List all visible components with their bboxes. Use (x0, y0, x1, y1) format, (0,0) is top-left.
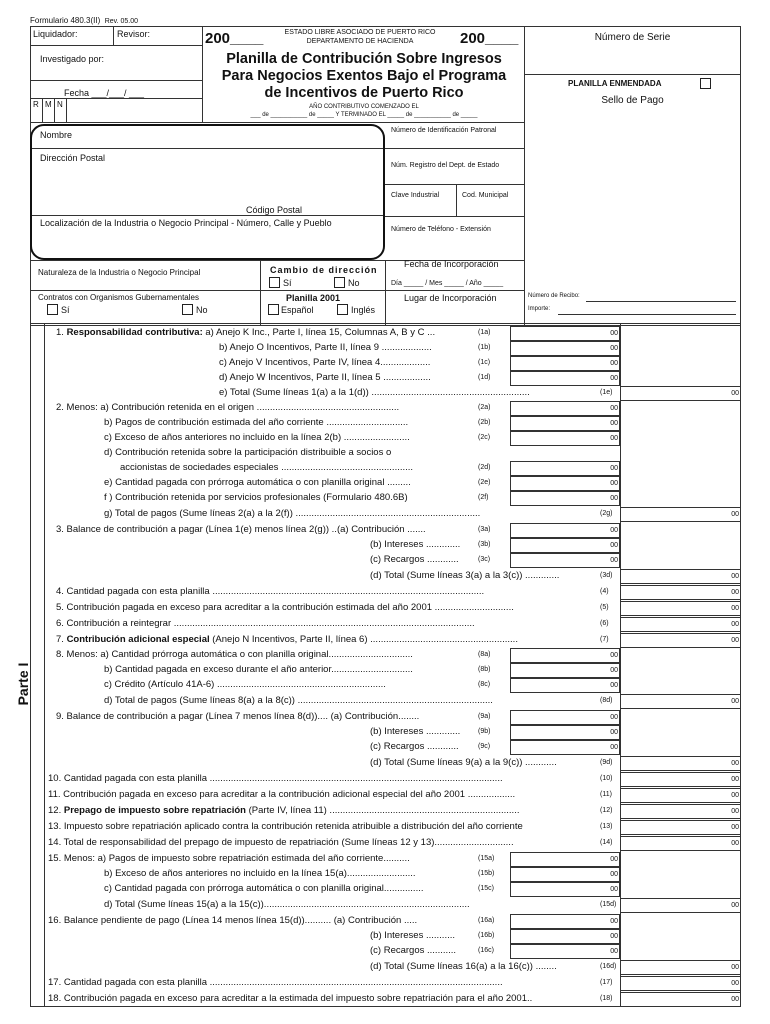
amount-field[interactable] (620, 976, 741, 991)
cents-label: 00 (731, 964, 739, 971)
line-code: (4) (600, 588, 609, 595)
amount-field[interactable] (510, 944, 620, 959)
telefono-label: Número de Teléfono - Extensión (391, 226, 491, 233)
line-code: (1e) (600, 389, 613, 396)
name-address-box (30, 124, 385, 260)
cents-label: 00 (610, 918, 618, 925)
line-code: (8b) (478, 666, 491, 673)
line-code: (2f) (478, 494, 489, 501)
amount-field[interactable] (510, 461, 620, 476)
cents-label: 00 (610, 729, 618, 736)
line-text: 7. Contribución adicional especial (Anejo N Incentivos, Parte II, línea 6) ........................................................ (56, 634, 518, 645)
line-text: c) Anejo V Incentivos, Parte IV, línea 4................... (219, 357, 431, 368)
line-text: (d) Total (Sume líneas 3(a) a la 3(c)) ............. (370, 570, 560, 581)
amount-field[interactable] (510, 648, 620, 663)
sello-pago-label: Sello de Pago (601, 95, 664, 106)
amount-field[interactable] (620, 386, 741, 401)
cents-label: 00 (731, 605, 739, 612)
cents-label: 00 (610, 420, 618, 427)
cents-label: 00 (610, 652, 618, 659)
amount-field[interactable] (620, 836, 741, 851)
form-title: Planilla de Contribución Sobre Ingresos Para Negocios Exentos Bajo el Programa de Incentivos de Puerto Rico (221, 51, 507, 101)
line-code: (1d) (478, 374, 491, 381)
line-text: 5. Contribución pagada en exceso para acreditar a la contribución estimada del año 2001 .............................. (56, 602, 514, 613)
cambio-si-checkbox[interactable] (269, 277, 280, 288)
cents-label: 00 (731, 760, 739, 767)
line-text: (c) Recargos ........... (370, 945, 457, 956)
line-code: (2g) (600, 510, 613, 517)
line-code: (2d) (478, 464, 491, 471)
amount-field[interactable] (620, 601, 741, 616)
line-text: (d) Total (Sume líneas 9(a) a la 9(c)) ............ (370, 757, 557, 768)
revisor-label: Revisor: (117, 29, 151, 39)
line-text: 18. Contribución pagada en exceso para acreditar a la estimada del impuesto sobre repatriación para el año 2001.. (48, 993, 533, 1004)
line-code: (18) (600, 995, 613, 1002)
line-text: 3. Balance de contribución a pagar (Línea 1(e) menos línea 2(g)) ..(a) Contribución ....... (56, 524, 426, 535)
line-code: (8a) (478, 651, 491, 658)
line-code: (7) (600, 636, 609, 643)
cents-label: 00 (610, 714, 618, 721)
line-text: (b) Intereses ............. (370, 726, 461, 737)
line-code: (13) (600, 823, 613, 830)
amount-field[interactable] (620, 694, 741, 709)
line-code: (6) (600, 620, 609, 627)
cents-label: 00 (610, 667, 618, 674)
line-text: b) Pagos de contribución estimada del año corriente ............................... (104, 417, 409, 428)
line-code: (3b) (478, 541, 491, 548)
cents-label: 00 (610, 948, 618, 955)
cents-label: 00 (610, 856, 618, 863)
line-text: 6. Contribución a reintegrar .................................................................................................................. (56, 618, 475, 629)
line-text: (b) Intereses ........... (370, 930, 455, 941)
line-code: (2e) (478, 479, 491, 486)
fecha-incorporacion-label: Fecha de Incorporación (404, 259, 499, 269)
investigado-label: Investigado por: (40, 54, 105, 64)
line-code: (15d) (600, 901, 617, 908)
line-text: 16. Balance pendiente de pago (Línea 14 menos línea 15(d)).......... (a) Contribución ..... (48, 915, 418, 926)
line-text: g) Total de pagos (Sume líneas 2(a) a la 2(f)) ...................................................................... (104, 508, 481, 519)
ingles-label: Inglés (351, 305, 376, 315)
line-code: (12) (600, 807, 613, 814)
line-code: (11) (600, 791, 612, 798)
line-code: (2b) (478, 419, 491, 426)
line-text: f ) Contribución retenida por servicios profesionales (Formulario 480.6B) (104, 492, 408, 503)
amount-field[interactable] (510, 710, 620, 725)
dia-mes-ano-field: Día _____ / Mes _____ / Año _____ (391, 280, 504, 287)
cambio-si-label: Sí (283, 278, 292, 288)
importe-label: Importe: (528, 306, 551, 312)
line-text: 2. Menos: a) Contribución retenida en el origen ...................................................... (56, 402, 400, 413)
lugar-incorporacion-label: Lugar de Incorporación (404, 293, 497, 303)
codigo-postal-label: Código Postal (246, 205, 303, 215)
cents-label: 00 (610, 495, 618, 502)
line-code: (16a) (478, 917, 495, 924)
amount-field[interactable] (510, 491, 620, 506)
line-text: c) Cantidad pagada con prórroga automática o con planilla original............... (104, 883, 424, 894)
amount-field[interactable] (620, 569, 741, 584)
line-text: e) Cantidad pagada con prórroga automática o con planilla original ......... (104, 477, 411, 488)
amount-field[interactable] (620, 820, 741, 835)
line-text: c) Exceso de años anteriores no incluido en la línea 2(b) ......................... (104, 432, 410, 443)
m-label: M (45, 100, 52, 109)
cents-label: 00 (731, 573, 739, 580)
espanol-label: Español (281, 305, 314, 315)
line-code: (3d) (600, 572, 613, 579)
cents-label: 00 (610, 527, 618, 534)
cents-label: 00 (731, 776, 739, 783)
line-code: (9c) (478, 743, 491, 750)
line-text: b) Anejo O Incentivos, Parte II, línea 9 ................... (219, 342, 432, 353)
amount-field[interactable] (510, 740, 620, 755)
line-text: 9. Balance de contribución a pagar (Línea 7 menos línea 8(d)).... (a) Contribución........ (56, 711, 420, 722)
amount-field[interactable] (510, 416, 620, 431)
localizacion-label: Localización de la Industria o Negocio Principal - Número, Calle y Pueblo (40, 218, 332, 228)
cents-label: 00 (610, 375, 618, 382)
cents-label: 00 (731, 808, 739, 815)
espanol-checkbox[interactable] (268, 304, 279, 315)
planilla-enmendada-label: PLANILLA ENMENDADA (568, 79, 662, 88)
cents-label: 00 (731, 980, 739, 987)
ingles-checkbox[interactable] (337, 304, 348, 315)
contratos-si-checkbox[interactable] (47, 304, 58, 315)
line-text: d) Total de pagos (Sume líneas 8(a) a la 8(c)) .......................................................................... (104, 695, 493, 706)
cents-label: 00 (610, 360, 618, 367)
amount-field[interactable] (510, 401, 620, 416)
line-code: (1a) (478, 329, 491, 336)
cents-label: 00 (610, 933, 618, 940)
cents-label: 00 (610, 682, 618, 689)
cents-label: 00 (731, 902, 739, 909)
amount-field[interactable] (510, 431, 620, 446)
amount-field[interactable] (620, 617, 741, 632)
line-text: (b) Intereses ............. (370, 539, 461, 550)
line-code: (9d) (600, 759, 613, 766)
line-code: (14) (600, 839, 613, 846)
cents-label: 00 (610, 886, 618, 893)
amount-field[interactable] (510, 914, 620, 929)
line-code: (15b) (478, 870, 495, 877)
cents-label: 00 (731, 996, 739, 1003)
line-text: 4. Cantidad pagada con esta planilla ....................................................................................................... (56, 586, 485, 597)
line-text: 10. Cantidad pagada con esta planilla ............................................................................................................... (48, 773, 503, 784)
line-code: (1b) (478, 344, 491, 351)
cambio-no-label: No (348, 278, 360, 288)
amount-field[interactable] (510, 678, 620, 693)
form-id: Formulario 480.3(II) Rev. 05.00 (30, 16, 139, 25)
cents-label: 00 (610, 557, 618, 564)
line-code: (15c) (478, 885, 494, 892)
amount-field[interactable] (510, 476, 620, 491)
line-text: (c) Recargos ............ (370, 741, 459, 752)
line-code: (15a) (478, 855, 495, 862)
amount-field[interactable] (510, 852, 620, 867)
line-text: b) Exceso de años anteriores no incluido en la línea 15(a).......................... (104, 868, 416, 879)
amount-field[interactable] (620, 585, 741, 600)
agency-heading: ESTADO LIBRE ASOCIADO DE PUERTO RICO DEPARTAMENTO DE HACIENDA (284, 29, 436, 45)
cents-label: 00 (731, 390, 739, 397)
cod-municipal-label: Cod. Municipal (462, 192, 509, 199)
cambio-direccion-label: Cambio de dirección (270, 265, 378, 275)
line-text: 1. Responsabilidad contributiva: a) Anejo K Inc., Parte I, línea 15, Columnas A, B y C ... (56, 327, 436, 338)
amount-field[interactable] (510, 538, 620, 553)
amount-field[interactable] (620, 772, 741, 787)
line-text: d) Contribución retenida sobre la participación distribuible a socios o (104, 447, 392, 458)
n-label: N (57, 100, 63, 109)
planilla-2001-label: Planilla 2001 (286, 293, 341, 303)
fecha-field: Fecha ___/___/ ___ (64, 88, 145, 98)
direccion-label: Dirección Postal (40, 153, 106, 163)
amount-field[interactable] (620, 960, 741, 975)
amount-field[interactable] (620, 507, 741, 522)
cambio-no-checkbox[interactable] (334, 277, 345, 288)
amount-field[interactable] (510, 356, 620, 371)
amount-field[interactable] (620, 804, 741, 819)
contrib-year-label: AÑO CONTRIBUTIVO COMENZADO EL (309, 104, 419, 110)
amount-field[interactable] (620, 756, 741, 771)
line-text: d) Anejo W Incentivos, Parte II, línea 5 .................. (219, 372, 431, 383)
amount-field[interactable] (510, 929, 620, 944)
line-code: (2a) (478, 404, 491, 411)
naturaleza-label: Naturaleza de la Industria o Negocio Principal (38, 268, 201, 277)
line-code: (9b) (478, 728, 491, 735)
period-line: ___ de ___________ de _____ Y TERMINADO EL _____ de ___________ de _____ (250, 112, 478, 118)
amount-field[interactable] (510, 553, 620, 568)
cents-label: 00 (731, 698, 739, 705)
line-code: (8d) (600, 697, 613, 704)
amount-field[interactable] (510, 341, 620, 356)
line-text: 15. Menos: a) Pagos de impuesto sobre repatriación estimada del año corriente.......... (48, 853, 410, 864)
line-code: (17) (600, 979, 613, 986)
cents-label: 00 (610, 405, 618, 412)
line-text: 14. Total de responsabilidad del prepago de impuesto de repatriación (Sume líneas 12 y 13).............................. (48, 837, 514, 848)
amount-field[interactable] (510, 725, 620, 740)
amount-field[interactable] (510, 371, 620, 386)
contratos-si-label: Sí (61, 305, 70, 315)
contratos-label: Contratos con Organismos Gubernamentales (38, 293, 199, 302)
line-text: 12. Prepago de impuesto sobre repatriación (Parte IV, línea 11) ........................................................................ (48, 805, 520, 816)
cents-label: 00 (731, 792, 739, 799)
line-code: (16c) (478, 947, 494, 954)
line-code: (16b) (478, 932, 495, 939)
cents-label: 00 (610, 330, 618, 337)
cents-label: 00 (610, 542, 618, 549)
id-patronal-label: Número de Identificación Patronal (391, 127, 497, 134)
r-label: R (33, 100, 39, 109)
cents-label: 00 (610, 871, 618, 878)
line-code: (2c) (478, 434, 491, 441)
amount-field[interactable] (620, 633, 741, 648)
registro-estado-label: Núm. Registro del Dept. de Estado (391, 162, 500, 169)
line-text: b) Cantidad pagada en exceso durante el año anterior............................... (104, 664, 413, 675)
cents-label: 00 (731, 840, 739, 847)
contratos-no-label: No (196, 305, 208, 315)
line-code: (3a) (478, 526, 491, 533)
year-left: 200____ (205, 30, 264, 47)
planilla-enmendada-checkbox[interactable] (700, 78, 711, 89)
liquidador-label: Liquidador: (33, 29, 78, 39)
numero-serie-label: Número de Serie (594, 32, 671, 43)
amount-field[interactable] (510, 882, 620, 897)
cents-label: 00 (731, 589, 739, 596)
clave-industrial-label: Clave Industrial (391, 192, 440, 199)
nombre-label: Nombre (40, 130, 73, 140)
line-code: (10) (600, 775, 613, 782)
line-text: 11. Contribución pagada en exceso para acreditar a la contribución adicional especial del año 2001 .................. (48, 789, 516, 800)
cents-label: 00 (610, 345, 618, 352)
line-text: accionistas de sociedades especiales .................................................. (120, 462, 414, 473)
cents-label: 00 (610, 744, 618, 751)
numero-recibo-label: Número de Recibo: (528, 293, 580, 299)
line-text: c) Crédito (Artículo 41A-6) ................................................................ (104, 679, 386, 690)
line-code: (9a) (478, 713, 491, 720)
cents-label: 00 (610, 435, 618, 442)
line-text: 8. Menos: a) Cantidad prórroga automática o con planilla original................................ (56, 649, 413, 660)
cents-label: 00 (731, 637, 739, 644)
amount-field[interactable] (510, 523, 620, 538)
contratos-no-checkbox[interactable] (182, 304, 193, 315)
amount-field[interactable] (620, 992, 741, 1007)
line-text: (d) Total (Sume líneas 16(a) a la 16(c)) ........ (370, 961, 557, 972)
amount-field[interactable] (510, 867, 620, 882)
line-code: (3c) (478, 556, 491, 563)
amount-field[interactable] (620, 788, 741, 803)
amount-field[interactable] (510, 663, 620, 678)
cents-label: 00 (731, 511, 739, 518)
line-code: (16d) (600, 963, 617, 970)
cents-label: 00 (731, 824, 739, 831)
line-text: (c) Recargos ............ (370, 554, 459, 565)
line-code: (8c) (478, 681, 491, 688)
line-text: e) Total (Sume líneas 1(a) a la 1(d)) ............................................................ (219, 387, 530, 398)
line-code: (1c) (478, 359, 491, 366)
parte-i-label: Parte I (15, 662, 31, 706)
cents-label: 00 (731, 621, 739, 628)
line-text: d) Total (Sume líneas 15(a) a la 15(c)).............................................................................. (104, 899, 470, 910)
amount-field[interactable] (510, 326, 620, 341)
amount-field[interactable] (620, 898, 741, 913)
line-text: 13. Impuesto sobre repatriación aplicado contra la contribución retenida atribuible a distribución del año corriente (48, 821, 523, 832)
line-code: (5) (600, 604, 609, 611)
line-text: 17. Cantidad pagada con esta planilla ............................................................................................................... (48, 977, 503, 988)
year-right: 200____ (460, 30, 519, 47)
cents-label: 00 (610, 465, 618, 472)
cents-label: 00 (610, 480, 618, 487)
